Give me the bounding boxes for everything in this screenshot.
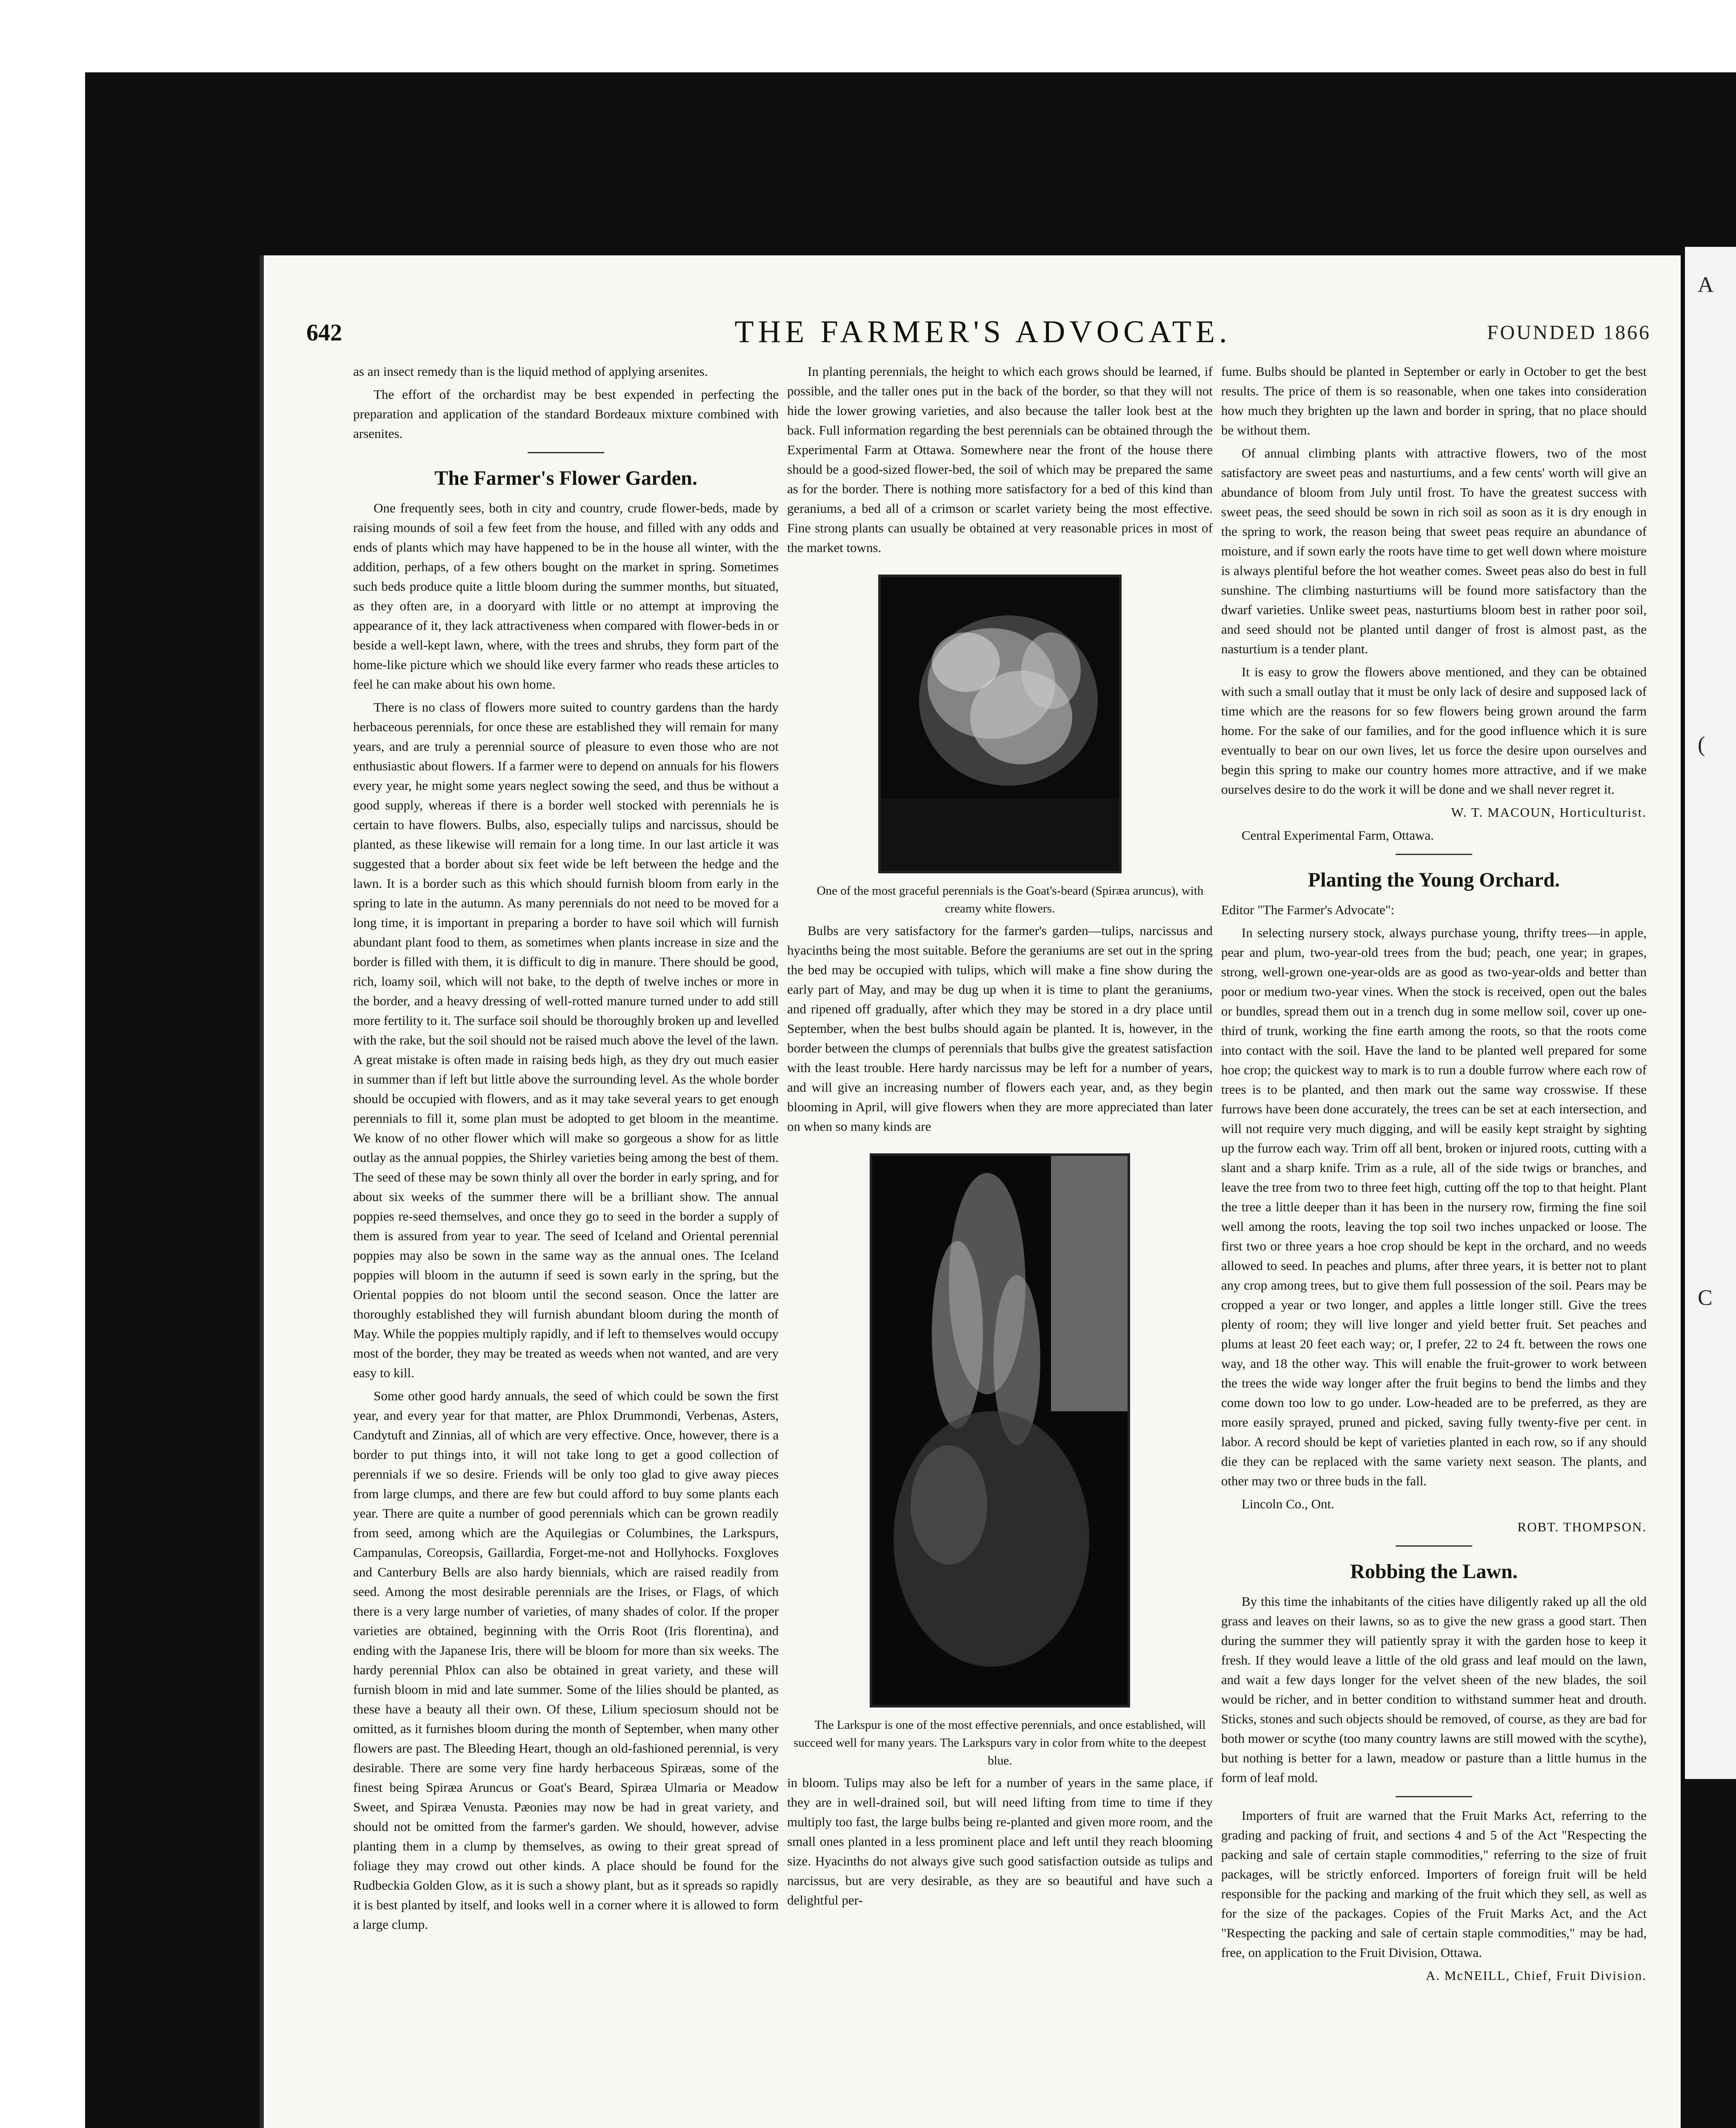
- page-header: [306, 311, 1659, 353]
- larkspur-photo: [870, 1153, 1130, 1708]
- photo-caption: The Larkspur is one of the most effective perennials, and once established, will succeed well for many years. The Larkspurs vary in color from white to the deepest blue.: [794, 1718, 1206, 1768]
- column-3: [1221, 362, 1647, 1989]
- masthead: THE FARMER'S ADVOCATE.: [734, 315, 1231, 349]
- article-title: Robbing the Lawn.: [1350, 1560, 1518, 1583]
- section-divider: [1396, 1796, 1472, 1797]
- signature: A. McNEILL, Chief, Fruit Division.: [1425, 1968, 1647, 1983]
- photo-caption: One of the most graceful perennials is the Goat's-beard (Spiræa aruncus), with creamy white flowers.: [817, 884, 1204, 915]
- edge-letter: C: [1698, 1286, 1713, 1310]
- signature: ROBT. THOMPSON.: [1517, 1519, 1647, 1534]
- section-divider: [528, 452, 604, 453]
- signature: W. T. MACOUN, Horticulturist.: [1451, 805, 1647, 820]
- newspaper-page: [260, 255, 1681, 2128]
- edge-letter: A: [1698, 273, 1714, 297]
- editor-salutation: Editor "The Farmer's Advocate":: [1221, 902, 1395, 917]
- signature-affiliation: Central Experimental Farm, Ottawa.: [1242, 828, 1434, 843]
- paragraph: The effort of the orchardist may be best expended in perfecting the preparation and application of the standard Bordeaux mixture combined with arsenites.: [353, 387, 779, 441]
- paragraph: It is easy to grow the flowers above mentioned, and they can be obtained with such a small outlay that it must be only lack of desire and supposed lack of time which are the reasons for so few flowers being grown around the farm home. For the sake of our families, and for the good influence which it is sure eventually to bear on our own lives, let us force the desire upon ourselves and begin this spring to make our country homes more attractive, and if we make ourselves desire to do the work it will be done and we shall never regret it.: [1221, 664, 1647, 797]
- paragraph: There is no class of flowers more suited to country gardens than the hardy herbaceous perennials, for once these are established they will remain for many years, and are truly a perennial source of pleasure to even those who are not enthusiastic about flowers. If a farmer were to depend on annuals for his flowers every year, he might some years neglect sowing the seed, and thus be without a good supply, whereas if there is a border well stocked with perennials he is certain to have flowers. Bulbs, also, especially tulips and narcissus, should be planted, as these likewise will remain for a long time. In our last article it was suggested that a border about six feet wide be left between the hedge and the lawn. It is a border such as this which should furnish bloom from early in the spring to late in the autumn. As many perennials do not need to be moved for a long time, it is important in preparing a border to have soil which will furnish abundant plant food to them, as sometimes when plants increase in size and the border is filled with them, it is difficult to dig in manure. There should be good, rich, loamy soil, which will not bake, to the depth of twelve inches or more in the border, and a heavy dressing of well-rotted manure turned under to add still more fertility to it. The surface soil should be thoroughly broken up and levelled with the rake, but the soil should not be raised much above the level of the lawn. A great mistake is often made in raising beds high, as they dry out much easier in summer than if left but little above the surrounding level. As the whole border should be occupied with flowers, and as it may take several years to get enough perennials to fill it, some plan must be adopted to get bloom in the meantime. We know of no other flower which will make so gorgeous a show for as little outlay as the annual poppies, the Shirley varieties being among the best of them. The seed of these may be sown thinly all over the border in early spring, and for about six weeks of the summer there will be a brilliant show. The annual poppies re-seed themselves, and once they go to seed in the border a supply of them is assured from year to year. The seed of Iceland and Oriental perennial poppies may also be sown in the same way as the annual ones. The Iceland poppies will bloom in the autumn if seed is sown early in the spring, but the Oriental poppies do not bloom until the second season. Once the latter are thoroughly established they will furnish abundant bloom during the month of May. While the poppies multiply rapidly, and if left to themselves would occupy most of the border, they may be treated as weeds when not wanted, and are very easy to kill.: [353, 700, 779, 1380]
- page-number: 642: [306, 320, 342, 346]
- paragraph: One frequently sees, both in city and country, crude flower-beds, made by raising mounds of soil a few feet from the house, and filled with any odds and ends of plants which may have happened to be in the house all winter, with the addition, perhaps, of a few others bought on the market in spring. Sometimes such beds produce quite a little bloom during the summer months, but situated, as they often are, in a dooryard with little or no attempt at improving the appearance of it, they lack attractiveness when compared with flower-beds in or beside a well-kept lawn, where, with the trees and shrubs, they form part of the home-like picture which we should like every farmer who reads these articles to feel he can make about his own home.: [353, 501, 779, 692]
- signature-place: Lincoln Co., Ont.: [1242, 1496, 1334, 1511]
- larkspur-image: [872, 1156, 1128, 1705]
- goats-beard-image: [881, 577, 1119, 871]
- article-title: The Farmer's Flower Garden.: [434, 467, 697, 489]
- paragraph: Some other good hardy annuals, the seed of which could be sown the first year, and every year for that matter, are Phlox Drummondi, Verbenas, Asters, Candytuft and Zinnias, all of which are very effective. Once, however, there is a border to put things into, it will not take long to get a good collection of perennials if we so desire. Friends will be only too glad to give away pieces from large clumps, and there are few but could afford to buy some plants each year. There are quite a number of good perennials which can be grown readily from seed, among which are the Aquilegias or Columbines, the Larkspurs, Campanulas, Coreopsis, Gaillardia, Forget-me-not and Hollyhocks. Foxgloves and Canterbury Bells are also hardy biennials, which are raised readily from seed. Among the most desirable perennials are the Irises, or Flags, of which there is a very large number of varieties, of many shades of color. If the proper varieties are obtained, beginning with the Orris Root (Iris florentina), and ending with the Japanese Iris, there will be bloom for more than six weeks. The hardy perennial Phlox can also be obtained in great variety, and these will furnish bloom in mid and late summer. Some of the lilies should be planted, as these have a beauty all their own. Of these, Lilium speciosum should not be omitted, as it furnishes bloom during the month of September, when many other flowers are past. The Bleeding Heart, though an old-fashioned perennial, is very desirable. There are some very fine hardy herbaceous Spiræas, some of the finest being Spiræa Aruncus or Goat's Beard, Spiræa Ulmaria or Meadow Sweet, and Spiræa Venusta. Pæonies may now be had in great variety, and should not be omitted from the farmer's garden. We should, however, advise planting them in a clump by themselves, as owing to their great spread of foliage they may crowd out other kinds. A place should be found for the Rudbeckia Golden Glow, as it is such a showy plant, but as it spreads so rapidly it is best planted by itself, and looks well in a corner where it is allowed to form a large clump.: [353, 1388, 779, 1932]
- section-divider: [1396, 854, 1472, 855]
- article-title: Planting the Young Orchard.: [1308, 869, 1560, 891]
- paragraph: In planting perennials, the height to which each grows should be learned, if possible, and the taller ones put in the back of the border, so that they will not hide the lower growing varieties, and also because the taller look best at the back. Full information regarding the best perennials can be obtained through the Experimental Farm at Ottawa. Somewhere near the front of the house there should be a good-sized flower-bed, the soil of which may be prepared the same as for the border. There is nothing more satisfactory for a bed of this kind than geraniums, a bed all of a crimson or scarlet variety being the most effective. Fine strong plants can usually be obtained at very reasonable prices in most of the market towns.: [787, 364, 1213, 555]
- column-1: [353, 362, 779, 1938]
- paragraph: Of annual climbing plants with attractive flowers, two of the most satisfactory are sweet peas and nasturtiums, and a few cents' worth will give an abundance of bloom from July until frost. To have the greatest success with sweet peas, the seed should be sown in rich soil as soon as it is dry enough in the spring to work, the reason being that sweet peas require an abundance of moisture, and if sown early the roots have time to get well down where moisture is always plentiful before the hot weather comes. Sweet peas also do best in full sunshine. The climbing nasturtiums will be found more satisfactory than the dwarf varieties. Unlike sweet peas, nasturtiums bloom best in rather poor soil, and seed should not be planted until danger of frost is almost past, as the nasturtium is a tender plant.: [1221, 446, 1647, 656]
- goats-beard-photo: [878, 575, 1122, 873]
- column-2: [787, 362, 1213, 1913]
- paragraph: Importers of fruit are warned that the Fruit Marks Act, referring to the grading and packing of fruit, and sections 4 and 5 of the Act "Respecting the packing and sale of certain staple commodities," referring to the size of fruit packages, will be strictly enforced. Importers of foreign fruit will be held responsible for the packing and marking of the fruit which they sell, as well as for the size of the packages. Copies of the Fruit Marks Act, and the Act "Respecting the packing and sale of certain staple commodities," may be had, free, on application to the Fruit Division, Ottawa.: [1221, 1808, 1647, 1960]
- paragraph: By this time the inhabitants of the cities have diligently raked up all the old grass and leaves on their lawns, so as to give the new grass a good start. Then during the summer they will patiently spray it with the garden hose to keep it fresh. If they would leave a little of the old grass and leaf mould on the lawn, and wait a few days longer for the velvet sheen of the new blades, the soil would be richer, and in better condition to withstand summer heat and drouth. Sticks, stones and such objects should be removed, of course, as they are bad for both mower or scythe (too many country lawns are still mowed with the scythe), but nothing is better for a lawn, meadow or pasture than a little humus in the form of leaf mold.: [1221, 1594, 1647, 1785]
- paragraph: as an insect remedy than is the liquid method of applying arsenites.: [353, 364, 708, 379]
- paragraph: Bulbs are very satisfactory for the farmer's garden—tulips, narcissus and hyacinths being the most suitable. Before the geraniums are set out in the spring the bed may be occupied with tulips, which will make a fine show during the early part of May, and may be dug up when it is time to plant the geraniums, and ripened off gradually, after which they may be stored in a dry place until September, when the best bulbs should again be planted. It is, however, in the border between the clumps of perennials that bulbs give the greatest satisfaction with the least trouble. Here hardy narcissus may be left for a number of years, and will give an increasing number of flowers each year, and, as they begin blooming in April, will give flowers when they are more appreciated than later on when so many kinds are: [787, 923, 1213, 1134]
- paragraph: in bloom. Tulips may also be left for a number of years in the same place, if they are in well-drained soil, but will need lifting from time to time if they multiply too fast, the large bulbs being re-planted and given more room, and the small ones planted in a less prominent place and left until they reach blooming size. Hyacinths do not always give such good satisfaction outside as tulips and narcissus, but are very desirable, as they are so beautiful and have such a delightful per-: [787, 1775, 1213, 1908]
- edge-letter: (: [1698, 732, 1705, 757]
- section-divider: [1396, 1545, 1472, 1547]
- founded-line: FOUNDED 1866: [1487, 321, 1651, 344]
- adjacent-page-edge: [1685, 247, 1736, 1779]
- paragraph: In selecting nursery stock, always purchase young, thrifty trees—in apple, pear and plum, two-year-old trees from the bud; peach, one year; in grapes, strong, well-grown one-year-olds are as good as two-year-olds and better than poor or medium two-year vines. When the stock is received, open out the bales or bundles, spread them out in a trench dug in some mellow soil, cover up one-third of trunk, working the fine earth among the roots, so that the roots come into contact with the soil. Have the land to be planted well prepared for some hoe crop; the quickest way to mark is to run a double furrow where each row of trees is to be planted, and then mark out the same way crosswise. If these furrows have been done accurately, the trees can be set at each intersection, and will not require very much digging, and will be easily kept straight by sighting up the furrow each way. Trim off all bent, broken or injured roots, cutting with a slant and a sharp knife. Trim as a rule, all of the side twigs or branches, and leave the tree from two to three feet high, cutting off the top to that height. Plant the tree a little deeper than it has been in the nursery row, firming the fine soil well among the roots, leaving the top soil two inches unpacked or loose. The first two or three years a hoe crop should be kept in the orchard, and no weeds allowed to seed. In peaches and plums, after three years, it is better not to plant any crop among trees, but to give them full possession of the soil. Pears may be cropped a year or two longer, and apples a little longer still. Give the trees plenty of room; they will live longer and yield better fruit. Set peaches and plums at least 20 feet each way; or, I prefer, 22 to 24 ft. between the rows one way, and 18 the other way. This will enable the fruit-grower to work between the trees the wide way longer after the fruit begins to bend the limbs and they come down too low to go under. Low-headed are to be preferred, as they are more easily sprayed, pruned and picked, saving fully twenty-five per cent. in labor. A record should be kept of varieties planted in each row, so if any should die they can be replaced with the same variety next season. The plants, and other may two or three buds in the fall.: [1221, 925, 1647, 1488]
- paragraph: fume. Bulbs should be planted in September or early in October to get the best results. The price of them is so reasonable, when one takes into consideration how much they brighten up the lawn and border in spring, that no place should be without them.: [1221, 364, 1647, 438]
